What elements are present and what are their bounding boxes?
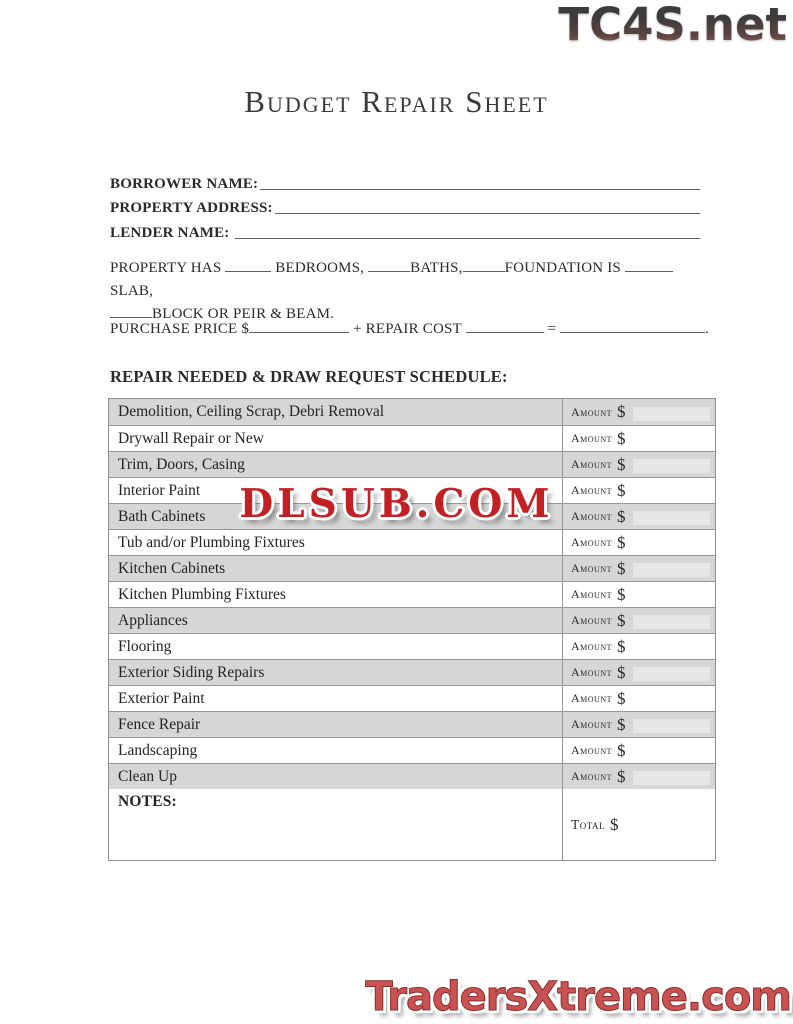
- borrower-name-label: BORROWER NAME:: [110, 175, 259, 192]
- table-row: [109, 659, 715, 685]
- text-segment: FOUNDATION IS: [504, 260, 625, 276]
- blank-line: [463, 259, 505, 272]
- amount-cell: [562, 530, 715, 555]
- notes-label: NOTES:: [118, 793, 177, 810]
- row-item-label: Bath Cabinets: [118, 507, 206, 525]
- schedule-heading: REPAIR NEEDED & DRAW REQUEST SCHEDULE:: [110, 367, 508, 386]
- blank-line: [225, 259, 271, 272]
- total-label: Total: [571, 816, 606, 832]
- amount-cell: [562, 426, 715, 451]
- amount-cell: [562, 452, 715, 477]
- row-item-label: Fence Repair: [118, 715, 201, 733]
- dollar-sign: $: [617, 454, 626, 474]
- text-segment: .: [705, 321, 710, 337]
- dollar-sign: $: [617, 766, 626, 786]
- amount-label: Amount: [571, 639, 612, 653]
- dollar-sign: $: [617, 532, 626, 552]
- row-item-label: Exterior Siding Repairs: [118, 663, 265, 681]
- amount-label: Amount: [571, 483, 612, 497]
- amount-blank-line: [633, 719, 711, 734]
- row-item-label: Kitchen Plumbing Fixtures: [118, 585, 286, 603]
- property-address-label: PROPERTY ADDRESS:: [110, 200, 273, 216]
- borrower-name-line: [110, 168, 700, 193]
- dollar-sign: $: [617, 584, 626, 604]
- amount-label: Amount: [571, 587, 612, 601]
- total-cell: [562, 789, 715, 860]
- amount-label: Amount: [571, 404, 612, 419]
- amount-label: Amount: [571, 535, 612, 549]
- text-segment: BLOCK OR PEIR & BEAM.: [152, 306, 335, 322]
- text-segment: SLAB,: [110, 283, 154, 299]
- table-row: [109, 763, 715, 789]
- amount-cell: [562, 660, 715, 685]
- amount-label: Amount: [571, 509, 612, 523]
- blank-line: [560, 320, 705, 333]
- amount-label: Amount: [571, 613, 612, 627]
- amount-label: Amount: [571, 431, 612, 445]
- property-address-blank-line: [275, 213, 700, 214]
- table-row: [109, 633, 715, 659]
- dollar-sign: $: [617, 480, 626, 500]
- row-item-label: Kitchen Cabinets: [118, 559, 226, 577]
- text-segment: PROPERTY HAS: [110, 260, 226, 276]
- amount-label: Amount: [571, 561, 612, 575]
- dollar-sign: $: [617, 740, 626, 760]
- amount-label: Amount: [571, 665, 612, 679]
- row-item-label: Drywall Repair or New: [118, 429, 264, 447]
- amount-cell: [562, 712, 715, 737]
- blank-line: [110, 305, 152, 318]
- blank-line: [368, 259, 410, 272]
- row-item-label: Clean Up: [118, 767, 177, 785]
- table-row: [109, 529, 715, 555]
- amount-cell: [562, 608, 715, 633]
- table-row: [109, 737, 715, 763]
- row-item-label: Appliances: [118, 611, 188, 629]
- amount-label: Amount: [571, 691, 612, 705]
- form-fields: [110, 168, 700, 242]
- text-segment: + REPAIR COST: [349, 321, 466, 337]
- dollar-sign: $: [617, 636, 626, 656]
- table-row: [109, 451, 715, 477]
- amount-label: Amount: [571, 457, 612, 471]
- dollar-sign: $: [617, 558, 626, 578]
- amount-blank-line: [633, 667, 711, 682]
- lender-name-line: [110, 217, 700, 242]
- amount-blank-line: [633, 615, 711, 630]
- table-row: [109, 399, 715, 425]
- amount-blank-line: [633, 563, 711, 578]
- dollar-sign: $: [617, 688, 626, 708]
- amount-label: Amount: [571, 717, 612, 731]
- text-segment: =: [543, 321, 561, 337]
- amount-cell: [562, 738, 715, 763]
- row-item-label: Flooring: [118, 637, 172, 655]
- property-details-line1: [110, 257, 710, 303]
- property-address-line: [110, 193, 700, 218]
- amount-cell: [562, 556, 715, 581]
- text-segment: BEDROOMS,: [271, 260, 369, 276]
- tradersxtreme-logo: TradersXtreme.com: [365, 974, 791, 1020]
- dollar-sign: $: [617, 506, 626, 526]
- amount-cell: [562, 399, 715, 425]
- blank-line: [625, 259, 673, 272]
- dollar-sign: $: [617, 714, 626, 734]
- table-row: [109, 555, 715, 581]
- row-item-label: Interior Paint: [118, 481, 201, 499]
- row-item-label: Landscaping: [118, 741, 198, 759]
- row-item-label: Exterior Paint: [118, 689, 205, 707]
- amount-cell: [562, 582, 715, 607]
- amount-cell: [562, 686, 715, 711]
- amount-blank-line: [633, 459, 711, 474]
- borrower-name-blank-line: [260, 189, 700, 190]
- total-currency: $: [610, 814, 619, 834]
- dollar-sign: $: [617, 610, 626, 630]
- dollar-sign: $: [617, 428, 626, 448]
- repair-schedule-table: [108, 398, 716, 861]
- row-item-label: Trim, Doors, Casing: [118, 455, 245, 473]
- blank-line: [249, 320, 349, 333]
- table-row: [109, 425, 715, 451]
- schedule-table-body: [109, 399, 715, 789]
- lender-name-label: LENDER NAME:: [110, 224, 234, 241]
- row-item-label: Demolition, Ceiling Scrap, Debri Removal: [118, 403, 385, 420]
- notes-row: [109, 789, 715, 860]
- blank-line: [466, 320, 544, 333]
- property-details-paragraph: [110, 257, 710, 326]
- text-segment: BATHS,: [410, 260, 463, 276]
- dollar-sign: $: [617, 662, 626, 682]
- amount-label: Amount: [571, 769, 612, 783]
- purchase-price-line: [110, 318, 710, 341]
- table-row: [109, 685, 715, 711]
- dlsub-watermark: DLSUB.COM: [239, 481, 554, 527]
- tc4s-logo: TC4S.net: [558, 0, 787, 51]
- row-item-label: Tub and/or Plumbing Fixtures: [118, 533, 305, 551]
- amount-cell: [562, 764, 715, 789]
- table-row: [109, 711, 715, 737]
- table-row: [109, 581, 715, 607]
- page-title: Budget Repair Sheet: [244, 84, 549, 119]
- table-row: [109, 607, 715, 633]
- amount-blank-line: [633, 407, 711, 422]
- dollar-sign: $: [617, 402, 626, 421]
- amount-label: Amount: [571, 743, 612, 757]
- amount-cell: [562, 634, 715, 659]
- lender-name-blank-line: [235, 238, 700, 239]
- amount-blank-line: [633, 771, 711, 786]
- text-segment: PURCHASE PRICE $: [110, 321, 250, 337]
